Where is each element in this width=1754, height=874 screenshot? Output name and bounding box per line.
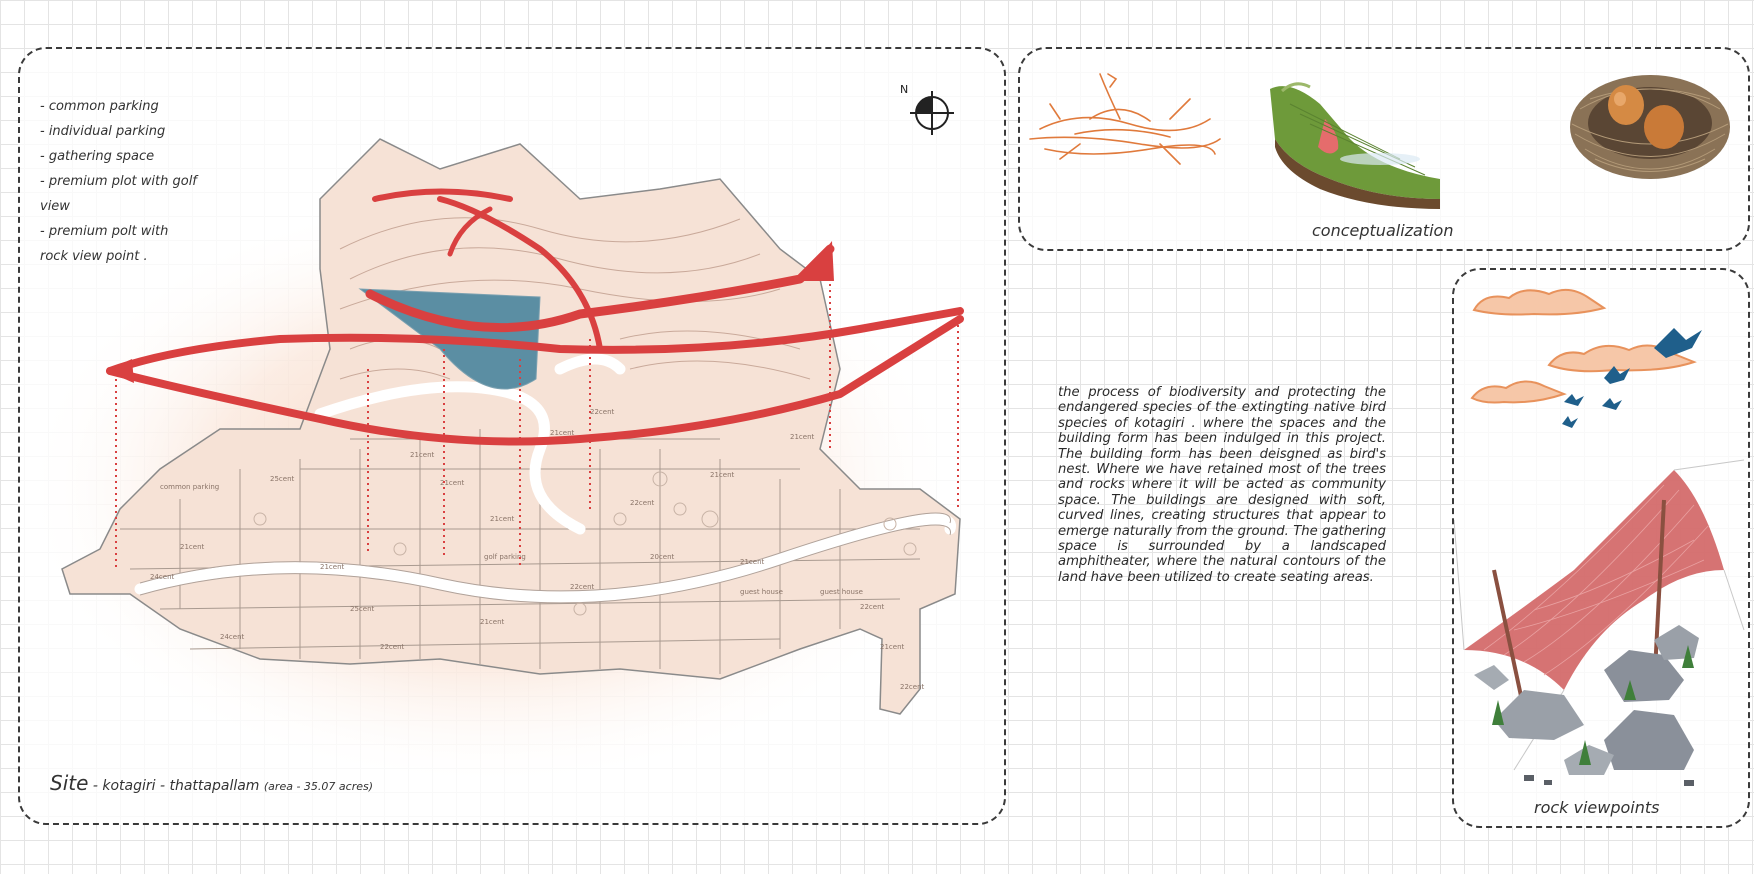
bird-sketch-icon — [1030, 74, 1220, 164]
legend-item: - individual parking — [40, 124, 166, 139]
site-plan-panel — [18, 47, 1006, 825]
rock-viewpoint-images — [1454, 270, 1748, 826]
plot-label: 22cent — [860, 603, 885, 611]
rock-viewpoints-panel — [1452, 268, 1750, 828]
compass-label: N — [900, 83, 909, 96]
legend-item: - gathering space — [40, 149, 155, 164]
plot-label: 20cent — [650, 553, 675, 561]
legend-item: - premium polt with rock view point . — [40, 224, 169, 264]
concept-images — [1020, 49, 1748, 249]
red-arrow-tip — [800, 241, 834, 281]
plot-label: 21cent — [740, 558, 765, 566]
legend-item: - premium plot with golf view — [40, 174, 197, 214]
plot-note: golf parking — [484, 553, 526, 561]
caption-site: Site — [50, 771, 89, 795]
rock-viewpoints-label: rock viewpoints — [1534, 798, 1660, 817]
plot-label: 21cent — [180, 543, 205, 551]
plot-label: 22cent — [380, 643, 405, 651]
hill-terrain-icon — [1270, 84, 1440, 209]
plot-note: guest house — [740, 588, 783, 596]
plot-label: 22cent — [570, 583, 595, 591]
site-legend — [40, 94, 200, 269]
plot-label: 21cent — [320, 563, 345, 571]
plot-label: 25cent — [270, 475, 295, 483]
legend-item: - common parking — [40, 99, 159, 114]
plot-label: 25cent — [350, 605, 375, 613]
bird-nest-icon — [1570, 75, 1730, 179]
plot-label: 22cent — [590, 408, 615, 416]
conceptualization-panel — [1018, 47, 1750, 251]
plot-label: 21cent — [550, 429, 575, 437]
plot-label: 24cent — [220, 633, 245, 641]
plot-note: guest house — [820, 588, 863, 596]
plot-label: 21cent — [480, 618, 505, 626]
project-description: the process of biodiversity and protecting the endangered species of the extingting native bird species of kotagiri . where the spaces and the building form has been indulged in this project. The building form has been deisgned as bird's nest. Where we have retained most of the trees and rocks where it will be acted as community space. The buildings are designed with soft, curved lines, creating structures that appear to emerge naturally from the ground. The gathering space is surrounded by a landscaped amphitheater, where the natural contours of the land have been utilized to create seating areas. — [1058, 385, 1386, 585]
plot-label: 24cent — [150, 573, 175, 581]
caption-location: - kotagiri - thattapallam — [88, 778, 264, 794]
plot-label: 21cent — [440, 479, 465, 487]
plot-label: 21cent — [710, 471, 735, 479]
caption-area: (area - 35.07 acres) — [263, 780, 374, 793]
plot-label: 22cent — [900, 683, 925, 691]
bird-icon — [1562, 328, 1702, 428]
plot-label: 21cent — [880, 643, 905, 651]
site-caption — [50, 771, 373, 795]
plot-label: 21cent — [790, 433, 815, 441]
plot-label: 21cent — [410, 451, 435, 459]
north-compass-icon — [900, 79, 960, 139]
plot-label: 22cent — [630, 499, 655, 507]
plot-label: 21cent — [490, 515, 515, 523]
plot-note: common parking — [160, 483, 220, 491]
conceptualization-label: conceptualization — [1312, 221, 1454, 240]
